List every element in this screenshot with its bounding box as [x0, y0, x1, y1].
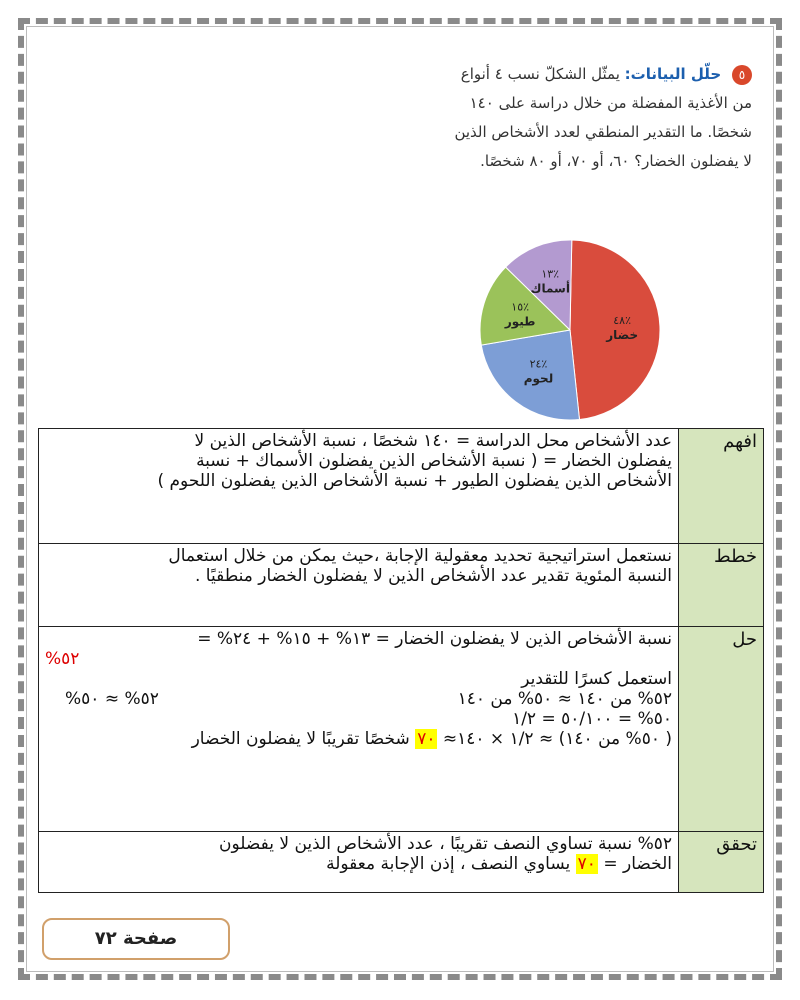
table-row-khatat [39, 544, 764, 627]
row-label-hal: حل [679, 627, 764, 832]
table-row-hal [39, 627, 764, 832]
page-number-badge: صفحة ٧٢ [42, 918, 230, 960]
pie-category-label-1: لحوم [523, 371, 554, 386]
pie-category-label-3: أسماك [530, 281, 570, 296]
pie-percent-label-0: ٤٨٪ [613, 313, 632, 327]
pie-percent-label-2: ١٥٪ [511, 300, 530, 314]
hal-line-4: ٥٠% = ٥٠/١٠٠ = ١/٢ [512, 709, 672, 729]
problem-title: حلّل البيانات: [624, 65, 722, 83]
hal-line-3 [45, 689, 672, 709]
row-body-afham [39, 429, 679, 544]
tahaqqaq-line-1: ٥٢% نسبة تساوي النصف تقريبًا ، عدد الأشخاص الذين لا يفضلون [219, 834, 672, 854]
hal-line-1b: ٥٢% [45, 649, 80, 669]
hal-line-2: استعمل كسرًا للتقدير [521, 669, 672, 689]
tahaqqaq-answer-highlight: ٧٠ [577, 854, 596, 874]
hal-line-5-a: ( ٥٠% من ١٤٠) ≈ ١/٢ × ١٤٠≈ [442, 729, 672, 749]
row-body-khatat [39, 544, 679, 627]
afham-line-1: عدد الأشخاص محل الدراسة = ١٤٠ شخصًا ، نسبة الأشخاص الذين لا [194, 431, 672, 451]
pie-chart [470, 235, 670, 425]
khatat-line-1: نستعمل استراتيجية تحديد معقولية الإجابة ،حيث يمكن من خلال استعمال [168, 546, 672, 566]
tahaqqaq-line-2-b: يساوي النصف ، إذن الإجابة معقولة [326, 854, 571, 874]
hal-line-1: نسبة الأشخاص الذين لا يفضلون الخضار = ١٣% + ١٥% + ٢٤% = [197, 629, 672, 649]
hal-line-3-left: ٥٢% ≈ ٥٠% [65, 689, 159, 709]
pie-percent-label-1: ٢٤٪ [529, 357, 548, 371]
row-body-hal [39, 627, 679, 832]
tahaqqaq-line-2-a: الخضار = [603, 854, 672, 874]
row-label-tahaqqaq: تحقق [679, 832, 764, 893]
pie-percent-label-3: ١٣٪ [541, 267, 560, 281]
problem-number-badge: ٥ [732, 65, 752, 85]
khatat-line-2: النسبة المئوية تقدير عدد الأشخاص الذين لا يفضلون الخضار منطقيًا . [194, 566, 672, 586]
pie-category-label-0: خضار [606, 327, 639, 342]
row-body-tahaqqaq [39, 832, 679, 893]
problem-statement [332, 60, 752, 176]
problem-text-1: يمثّل الشكلّ نسب ٤ أنواع [460, 65, 620, 83]
pie-category-label-2: طيور [504, 314, 536, 329]
hal-line-5 [45, 729, 672, 749]
hal-line-3-right: ٥٢% من ١٤٠ ≈ ٥٠% من ١٤٠ [457, 689, 672, 709]
tahaqqaq-line-2 [45, 854, 672, 874]
hal-line-5-b: شخصًا تقريبًا لا يفضلون الخضار [191, 729, 410, 749]
table-row-afham [39, 429, 764, 544]
problem-text-4: لا يفضلون الخضار؟ ٦٠، أو ٧٠، أو ٨٠ شخصًا. [480, 152, 752, 170]
problem-text-3: شخصًا. ما التقدير المنطقي لعدد الأشخاص الذين [454, 123, 752, 141]
table-row-tahaqqaq [39, 832, 764, 893]
row-label-khatat: خطط [679, 544, 764, 627]
hal-answer-highlight: ٧٠ [417, 729, 436, 749]
afham-line-2: يفضلون الخضار = ( نسبة الأشخاص الذين يفضلون الأسماك + نسبة [196, 451, 672, 471]
solution-table [38, 428, 764, 893]
afham-line-3: الأشخاص الذين يفضلون الطيور + نسبة الأشخاص الذين يفضلون اللحوم ) [157, 471, 672, 491]
row-label-afham: افهم [679, 429, 764, 544]
problem-text-2: من الأغذية المفضلة من خلال دراسة على ١٤٠ [469, 94, 752, 112]
problem-line-1 [332, 60, 752, 89]
